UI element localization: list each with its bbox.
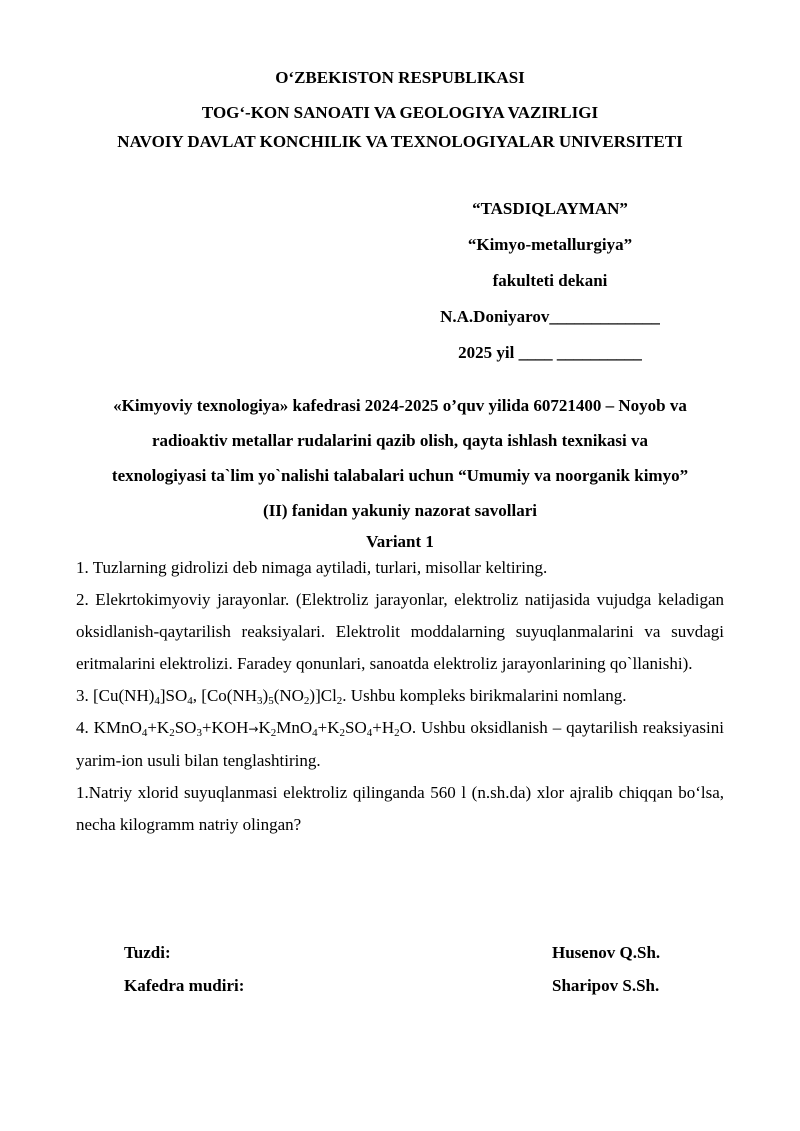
- formula-part: (NO: [273, 686, 304, 705]
- department-head-label: Kafedra mudiri:: [124, 976, 245, 995]
- ministry-line-2: TOG‘-KON SANOATI VA GEOLOGIYA VAZIRLIGI: [201, 103, 599, 122]
- question-3: 3. $[Cu(NH)_4]SO_4$, $[Co(NH_3)_5(NO_2)]Cl_2$. Ushbu kompleks birikmalarini nomlang.: [76, 686, 627, 707]
- question-3-number: 3.: [76, 686, 93, 705]
- approval-line-3: fakulteti dekani: [492, 271, 608, 290]
- formula-sub: 2: [303, 695, 310, 707]
- compiled-by-name: Husenov Q.Sh.: [552, 943, 661, 962]
- title-line-3: texnologiyasi ta`lim yo`nalishi talabalari uchun “Umumiy va noorganik kimyo”: [111, 466, 689, 485]
- questions-list: [76, 552, 724, 841]
- formula-part: )]Cl: [309, 686, 337, 705]
- formula-part: +KOH: [201, 718, 249, 737]
- formula-sub: 5: [268, 695, 274, 707]
- formula-part: [Co(NH: [201, 686, 258, 705]
- formula-sub: 4: [141, 727, 148, 739]
- approval-line-1: “TASDIQLAYMAN”: [472, 199, 628, 218]
- question-3-text: . Ushbu kompleks birikmalarini nomlang.: [342, 686, 627, 705]
- formula-co-complex: [201, 686, 342, 705]
- formula-sub: 4: [312, 727, 318, 739]
- question-4: [76, 712, 724, 777]
- formula-part: K: [258, 718, 271, 737]
- approval-signature-line: N.A.Doniyarov_____________: [440, 307, 660, 326]
- approval-line-2: “Kimyo-metallurgiya”: [467, 235, 633, 254]
- formula-sub: 4: [187, 695, 193, 707]
- formula-part: +H: [372, 718, 395, 737]
- formula-part: ): [262, 686, 269, 705]
- approval-block: [420, 198, 680, 378]
- question-4-text: . Ushbu oksidlanish – qaytarilish reaksiyasini yarim-ion usuli bilan tenglashtiring.: [76, 718, 724, 770]
- ministry-line-1: O‘ZBEKISTON RESPUBLIKASI: [275, 68, 525, 87]
- compiled-by-label: Tuzdi:: [124, 943, 171, 962]
- question-2: 2. Elekrtokimyoviy jarayonlar. (Elektroliz jarayonlar, elektroliz natijasida vujudga keladigan oksidlanish-qaytarilish reaksiyalari. Elektrolit moddalarning suyuqlanmalarini va suvdagi eritmalarini elektrolizi. Faradey qonunlari, sanoatda elektroliz jarayonlarining qo`llanishi).: [76, 590, 724, 673]
- question-1: 1. Tuzlarning gidrolizi deb nimaga aytiladi, turlari, misollar keltiring.: [76, 558, 548, 577]
- problem-1: 1.Natriy xlorid suyuqlanmasi elektroliz qilinganda 560 l (n.sh.da) xlor ajralib chiqqan bo‘lsa, necha kilogramm natriy olingan?: [76, 783, 724, 834]
- formula-part: O: [399, 718, 412, 737]
- formula-part: KMnO: [93, 718, 142, 737]
- formula-part: +K: [147, 718, 170, 737]
- formula-sub: 4: [366, 727, 373, 739]
- title-line-1: «Kimyoviy texnologiya» kafedrasi 2024-2025 o’quv yilida 60721400 – Noyob va: [113, 396, 687, 415]
- document-title: [60, 388, 740, 556]
- formula-sub: 3: [196, 727, 202, 739]
- formula-sub: 2: [394, 727, 400, 739]
- formula-part: MnO: [276, 718, 313, 737]
- formula-part: SO: [345, 718, 367, 737]
- formula-sub: 2: [336, 695, 343, 707]
- formula-part: ]SO: [159, 686, 188, 705]
- formula-sub: 4: [154, 695, 160, 707]
- approval-date-line: 2025 yil ____ __________: [458, 343, 642, 362]
- formula-cu-complex: [93, 686, 193, 705]
- formula-sub: 2: [169, 727, 175, 739]
- title-line-2: radioaktiv metallar rudalarini qazib olish, qayta ishlash texnikasi va: [151, 431, 649, 450]
- department-head-name: Sharipov S.Sh.: [552, 976, 660, 995]
- variant-label: Variant 1: [366, 532, 434, 551]
- formula-sub: 2: [270, 727, 277, 739]
- question-4-number: 4.: [76, 718, 94, 737]
- formula-sub: 2: [339, 727, 345, 739]
- reaction-equation: [94, 718, 412, 737]
- formula-sub: 3: [257, 695, 263, 707]
- university-name: NAVOIY DAVLAT KONCHILIK VA TEXNOLOGIYALAR UNIVERSITETI: [117, 132, 683, 151]
- reaction-arrow-icon: →: [248, 722, 259, 736]
- title-line-4: (II) fanidan yakuniy nazorat savollari: [263, 501, 537, 520]
- formula-part: [Cu(NH): [93, 686, 155, 705]
- formula-part: SO: [174, 718, 197, 737]
- formula-part: +K: [317, 718, 340, 737]
